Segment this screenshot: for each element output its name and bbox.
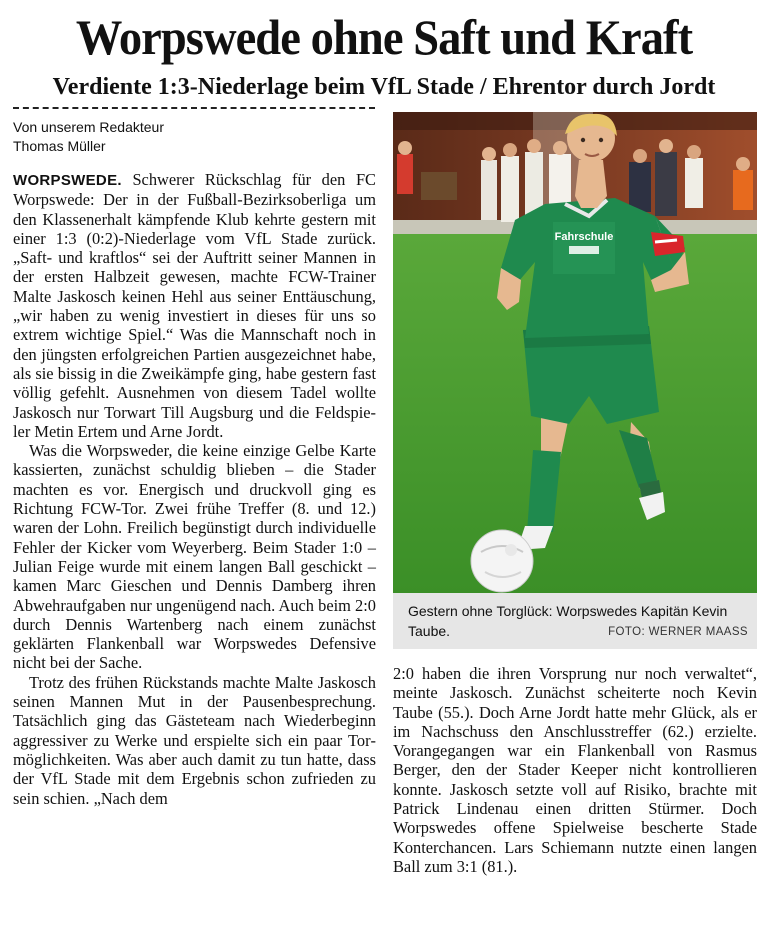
article-column-left (13, 170, 376, 808)
paragraph-text: Schwerer Rückschlag für den FC Worpswede: Der in der Fußball-Bezirksoberliga um den Klassenerhalt kämpfende Klub kehrte gestern mit einer 1:3 (0:2)-Niederlage vom VfL Stade zurück. „Saft- und kraftlos“ sei der Auftritt seiner Mannen in der ersten Halbzeit gewesen, machte FCW-Trainer Malte Jaskosch keinen Hehl aus seiner Enttäuschung, „wir haben zu wenig investiert in dieses für uns so extrem wichtige Spiel.“ Was die Mannschaft noch in den jüngsten erfolgreichen Partien ausgezeichnet habe, als sie bissig in die Zweikämpfe ging, habe gestern fast völlig gefehlt. Ausnehmen von diesem Tadel wollte Jaskosch nur Torwart Till Augsburg und die Feldspieler Metin Ertem und Arne Jordt. (13, 170, 376, 441)
photo-caption-box (393, 593, 757, 649)
byline-role: Von unserem Redakteur (13, 119, 164, 135)
photo-caption (408, 601, 748, 642)
article-paragraph-continued: 2:0 haben die ihren Vorsprung nur noch verwaltet“, meinte Jaskosch. Zunächst scheiterte noch Kevin Taube (55.). Doch Arne Jordt hatte mehr Glück, als er im Nachschuss den Anschlusstreffer (62.) erzielte. Vorangegangen war ein Flankenball von Rasmus Berger, den der Stader Keeper nicht kontrollieren konnte. Jaskosch setzte voll auf Risiko, brachte mit Patrick Lindenau einen dritten Stürmer. Doch Worpswedes offene Spielweise bescherte Stade Konterchancen. Lars Schiemann nutzte einen langen Ball zum 3:1 (81.). (393, 664, 757, 876)
headline: Worpswede ohne Saft und Kraft (75, 9, 693, 65)
dateline: WORPSWEDE. (13, 172, 122, 189)
subheadline: Verdiente 1:3-Niederlage beim VfL Stade / Ehrentor durch Jordt (52, 74, 716, 100)
article-photo (393, 112, 757, 593)
article-column-right (393, 664, 757, 876)
article-paragraph: Trotz des frühen Rückstands machte Malte Jaskosch seinen Mannen Mut in der Pausenbesprechung. Tatsächlich ging das Gästeteam nach Wiederbeginn aggressiver zu Werke und erspielte sich ein paar Tormöglichkeiten. Was aber auch damit zu tun hatte, dass der VfL Stade mit dem Ergebnis schon zufrieden zu sein schien. „Nach dem (13, 672, 376, 808)
football (471, 530, 533, 592)
photo-caption-text: Gestern ohne Torglück: Worpswedes Kapitän Kevin Taube. (408, 603, 728, 639)
article-paragraph: Was die Worpsweder, die keine einzige Gelbe Karte kassierten, zunächst schuldig blieben – die Stader machten es vor. Energisch und druckvoll ging es Richtung FCW-Tor. Zwei frühe Treffer (8. und 12.) waren der Lohn. Freilich begünstigt durch individuelle Fehler der Kicker vom Weyerberg. Beim Stader 1:0 – Julian Feige wurde mit einem langen Ball geschickt – kamen Marc Gieschen und Dennis Damberg ihren Abwehraufgaben nur ungenügend nach. Auch beim 2:0 durch Dennis Wartenberg nach einem zunächst geklärten Flankenball war Worpswedes Defensive nicht bei der Sache. (13, 441, 376, 673)
article-paragraph (13, 170, 376, 441)
shirt-sponsor: Fahrschule (554, 231, 614, 243)
football-player-illustration (393, 112, 757, 593)
byline-divider (13, 107, 375, 109)
byline (13, 118, 164, 156)
player-head (575, 160, 607, 208)
byline-author: Thomas Müller (13, 138, 106, 154)
photo-credit: FOTO: WERNER MAASS (608, 626, 748, 638)
